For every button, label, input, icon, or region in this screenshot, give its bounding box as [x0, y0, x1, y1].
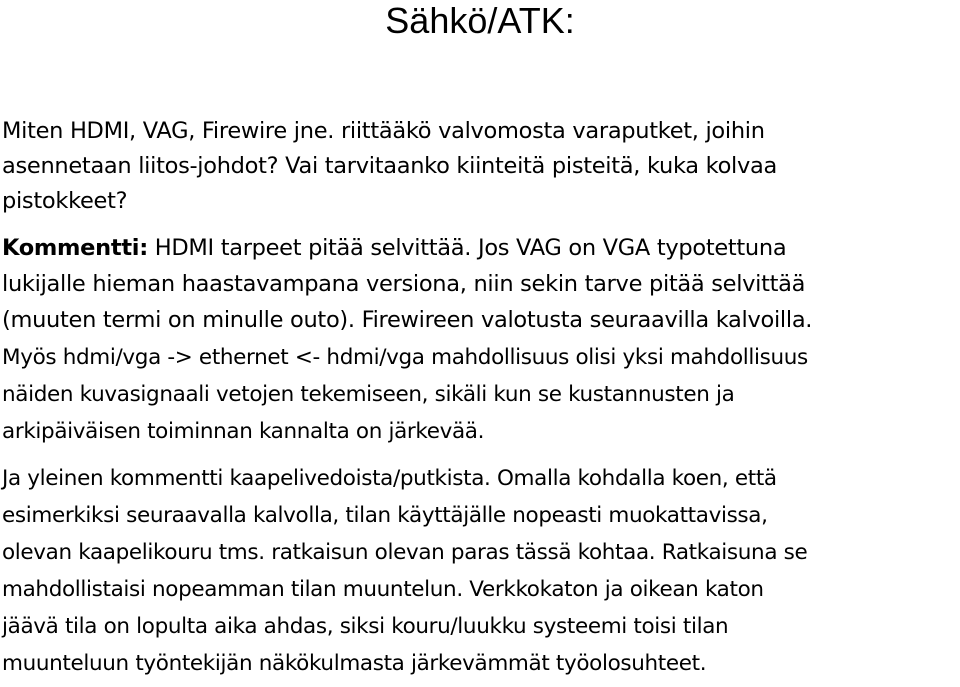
question-line: asennetaan liitos-johdot? Vai tarvitaanko kiinteitä pisteitä, kuka kolvaa — [2, 153, 777, 179]
comment-line — [2, 235, 786, 261]
comment-line: (muuten termi on minulle outo). Firewireen valotusta seuraavilla kalvoilla. — [2, 307, 813, 333]
paragraph-line: arkipäiväisen toiminnan kannalta on järkevää. — [2, 419, 485, 444]
paragraph-line: jäävä tila on lopulta aika ahdas, siksi kouru/luukku systeemi toisi tilan — [2, 614, 729, 639]
paragraph-line: muunteluun työntekijän näkökulmasta järkevämmät työolosuhteet. — [2, 651, 707, 676]
comment-label: Kommentti: — [2, 235, 148, 261]
comment-text: HDMI tarpeet pitää selvittää. Jos VAG on VGA typotettuna — [147, 235, 787, 261]
question-line: pistokkeet? — [2, 188, 128, 214]
paragraph-line: Myös hdmi/vga -> ethernet <- hdmi/vga mahdollisuus olisi yksi mahdollisuus — [2, 345, 808, 370]
paragraph-line: Ja yleinen kommentti kaapelivedoista/putkista. Omalla kohdalla koen, että — [2, 466, 777, 491]
paragraph-line: esimerkiksi seuraavalla kalvolla, tilan käyttäjälle nopeasti muokattavissa, — [2, 503, 768, 528]
comment-line: lukijalle hieman haastavampana versiona, niin sekin tarve pitää selvittää — [2, 271, 806, 297]
paragraph-line: näiden kuvasignaali vetojen tekemiseen, sikäli kun se kustannusten ja — [2, 382, 735, 407]
question-line: Miten HDMI, VAG, Firewire jne. riittääkö valvomosta varaputket, joihin — [2, 118, 765, 144]
slide-title: Sähkö/ATK: — [385, 0, 575, 41]
paragraph-line: olevan kaapelikouru tms. ratkaisun olevan paras tässä kohtaa. Ratkaisuna se — [2, 540, 808, 565]
paragraph-line: mahdollistaisi nopeamman tilan muuntelun. Verkkokaton ja oikean katon — [2, 577, 764, 602]
